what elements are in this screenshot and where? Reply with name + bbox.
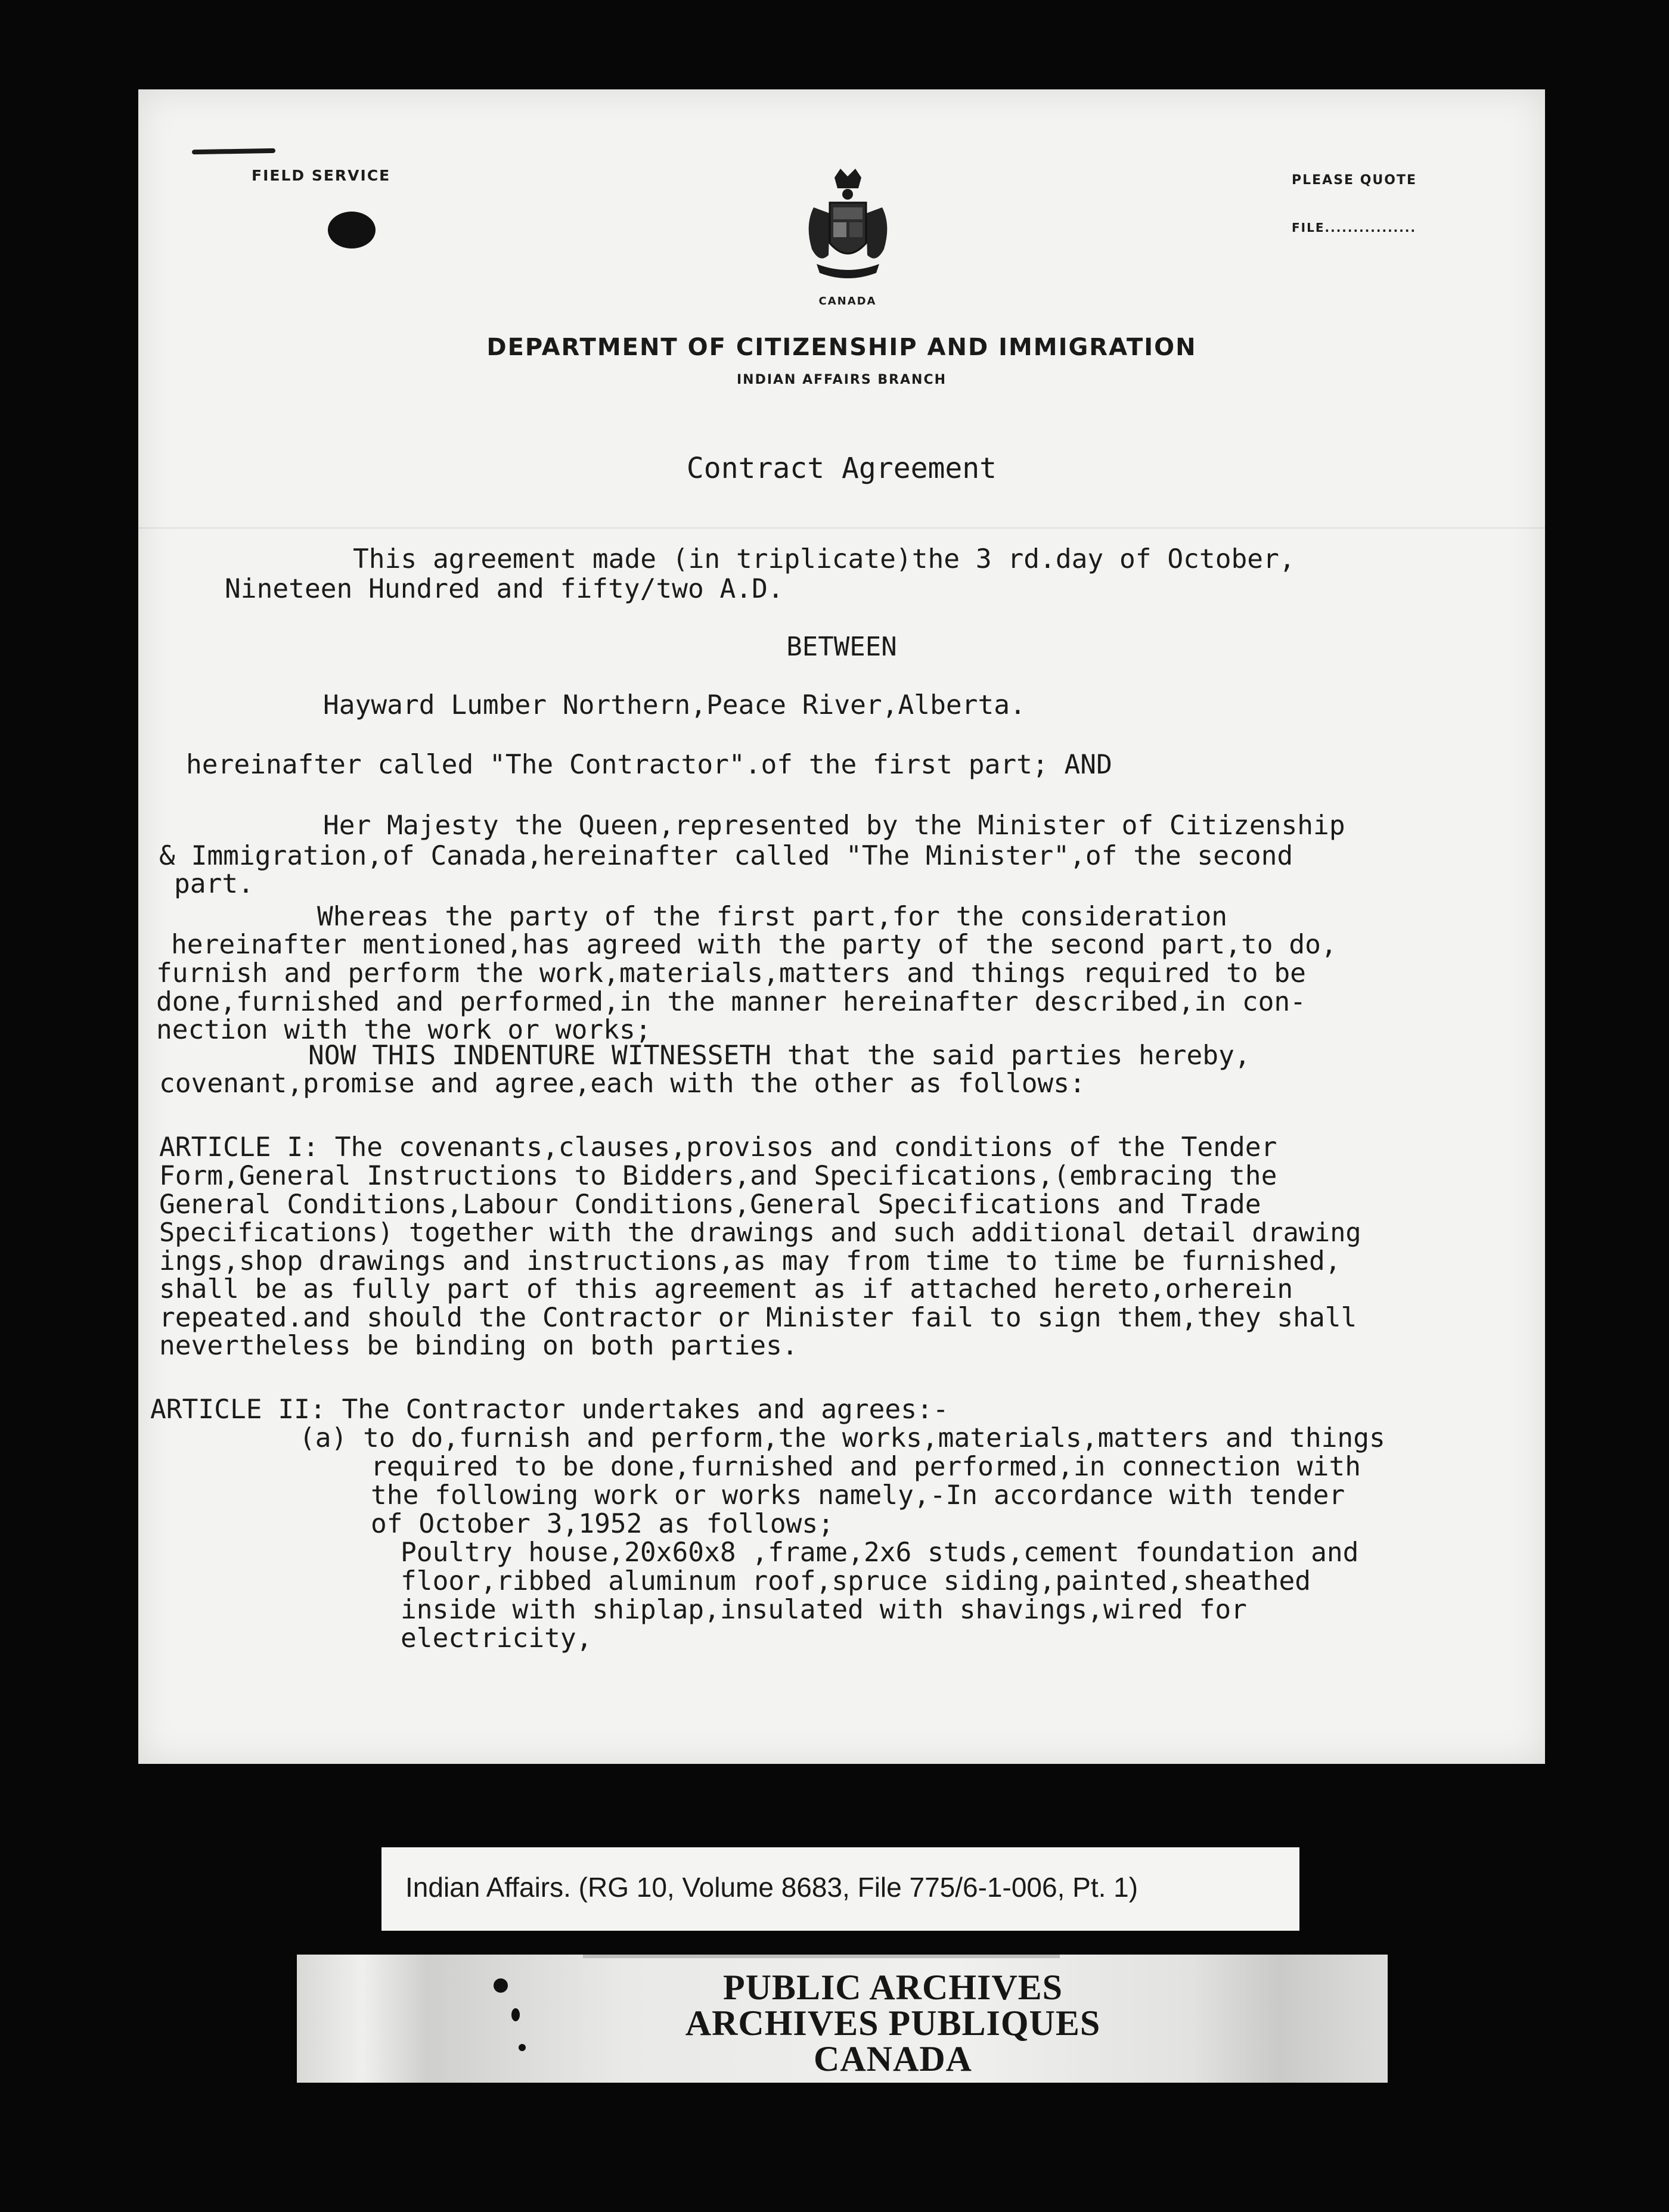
stamp-mark xyxy=(519,2044,526,2051)
stamp-mark xyxy=(511,2008,520,2021)
body-line: hereinafter mentioned,has agreed with the party of the second part,to do, xyxy=(171,930,1337,960)
body-line: nection with the work or works; xyxy=(156,1015,652,1045)
file-label: FILE................ xyxy=(1292,220,1417,235)
branch-heading: INDIAN AFFAIRS BRANCH xyxy=(736,372,947,387)
stamp-line-3: CANADA xyxy=(814,2039,972,2079)
article-line: ings,shop drawings and instructions,as may from time to time be furnished, xyxy=(159,1246,1341,1276)
article-line: of October 3,1952 as follows; xyxy=(371,1509,834,1539)
please-quote-label: PLEASE QUOTE xyxy=(1292,173,1417,188)
body-line: furnish and perform the work,materials,matters and things required to be xyxy=(156,958,1306,989)
article-line: required to be done,furnished and performed,in connection with xyxy=(371,1452,1361,1482)
archive-reference-text: Indian Affairs. (RG 10, Volume 8683, File 775/6-1-006, Pt. 1) xyxy=(405,1872,1138,1903)
document-page xyxy=(138,89,1545,1764)
public-archives-stamp xyxy=(297,1955,1388,2083)
field-service-label: FIELD SERVICE xyxy=(252,167,391,184)
body-line: & Immigration,of Canada,hereinafter called "The Minister",of the second xyxy=(159,841,1293,871)
body-line: Her Majesty the Queen,represented by the Minister of Citizenship xyxy=(323,810,1345,841)
article-line: nevertheless be binding on both parties. xyxy=(159,1331,798,1361)
coat-of-arms-icon xyxy=(799,166,897,285)
article-line: the following work or works namely,-In accordance with tender xyxy=(371,1480,1345,1511)
fold-line xyxy=(138,527,1545,529)
stamp-text xyxy=(654,1969,1131,2077)
article-line: repeated.and should the Contractor or Minister fail to sign them,they shall xyxy=(159,1303,1357,1333)
article-line: ARTICLE I: The covenants,clauses,provisos and conditions of the Tender xyxy=(159,1132,1277,1163)
stamp-line-1: PUBLIC ARCHIVES xyxy=(722,1968,1063,2007)
ink-blot xyxy=(328,212,376,248)
article-line: floor,ribbed aluminum roof,spruce siding,painted,sheathed xyxy=(401,1566,1311,1596)
body-line: part. xyxy=(174,869,254,899)
document-title: Contract Agreement xyxy=(686,452,997,485)
department-heading: DEPARTMENT OF CITIZENSHIP AND IMMIGRATION xyxy=(486,334,1197,361)
ink-scribble xyxy=(192,148,275,154)
article-line: ARTICLE II: The Contractor undertakes and agrees:- xyxy=(150,1394,949,1425)
body-line: hereinafter called "The Contractor".of the first part; AND xyxy=(186,750,1112,780)
stamp-line-2: ARCHIVES PUBLIQUES xyxy=(685,2003,1101,2043)
article-line: Poultry house,20x60x8 ,frame,2x6 studs,cement foundation and xyxy=(401,1537,1359,1568)
body-line: Whereas the party of the first part,for the consideration xyxy=(317,902,1228,932)
article-line: Form,General Instructions to Bidders,and Specifications,(embracing the xyxy=(159,1161,1277,1191)
article-line: shall be as fully part of this agreement as if attached hereto,orherein xyxy=(159,1274,1293,1304)
article-line: electricity, xyxy=(401,1623,592,1654)
body-line: This agreement made (in triplicate)the 3 rd.day of October, xyxy=(353,544,1295,574)
article-line: (a) to do,furnish and perform,the works,materials,matters and things xyxy=(299,1423,1385,1453)
archive-reference-card xyxy=(381,1847,1299,1931)
body-line: NOW THIS INDENTURE WITNESSETH that the said parties hereby, xyxy=(308,1040,1251,1071)
article-line: inside with shiplap,insulated with shavings,wired for xyxy=(401,1595,1247,1625)
stamp-rule xyxy=(583,1955,1060,1958)
body-line: covenant,promise and agree,each with the other as follows: xyxy=(159,1068,1085,1099)
between-heading: BETWEEN xyxy=(786,632,897,662)
canada-label: CANADA xyxy=(818,295,877,307)
body-line: done,furnished and performed,in the manner hereinafter described,in con- xyxy=(156,987,1306,1017)
article-line: Specifications) together with the drawings and such additional detail drawing xyxy=(159,1218,1361,1248)
article-line: General Conditions,Labour Conditions,General Specifications and Trade xyxy=(159,1189,1261,1220)
stamp-mark xyxy=(494,1978,508,1993)
body-line: Hayward Lumber Northern,Peace River,Alberta. xyxy=(323,690,1026,720)
body-line: Nineteen Hundred and fifty/two A.D. xyxy=(225,574,784,604)
